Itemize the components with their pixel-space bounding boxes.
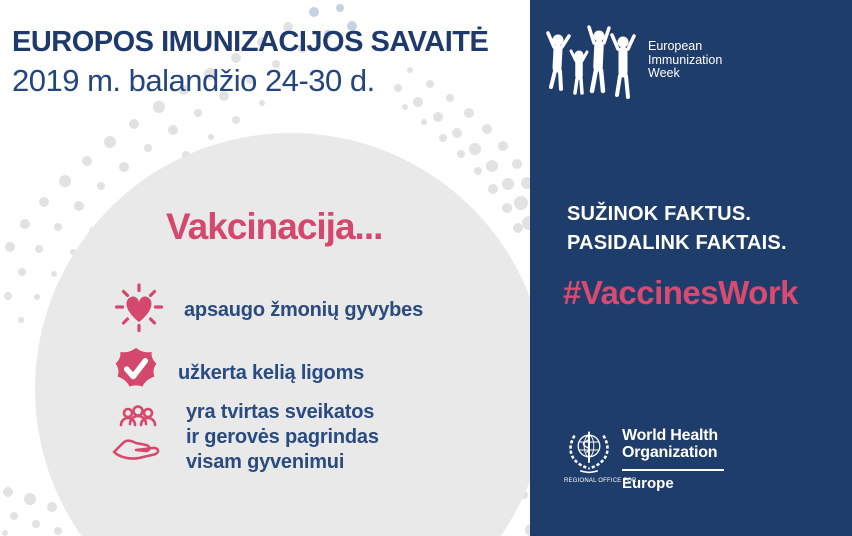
page-title: EUROPOS IMUNIZACIJOS SAVAITĖ — [12, 26, 489, 58]
shield-check-icon — [112, 346, 160, 401]
tagline — [567, 200, 787, 258]
eiw-logo-line: European — [648, 39, 703, 53]
circle-heading: Vakcinacija... — [166, 206, 383, 247]
hashtag-vaccineswork: #VaccinesWork — [563, 274, 799, 311]
who-name-line: Organization — [622, 443, 718, 461]
who-emblem-icon — [564, 426, 614, 474]
jumping-people-icon — [546, 24, 638, 104]
heart-burst-icon — [112, 281, 166, 340]
benefit-line: visam gyvenimui — [186, 451, 345, 473]
benefit-item-foundation — [108, 400, 379, 475]
eiw-logo-line: Week — [648, 66, 680, 80]
benefit-text — [178, 361, 364, 386]
benefit-line: užkerta kelią ligoms — [178, 362, 365, 384]
who-region: Europe — [622, 475, 674, 492]
eiw-logo — [546, 24, 722, 104]
tagline-line: PASIDALINK FAKTAIS. — [567, 232, 787, 254]
benefit-line: apsaugo žmonių gyvybes — [184, 299, 423, 321]
tagline-line: SUŽINOK FAKTUS. — [567, 203, 752, 225]
who-name — [622, 426, 724, 465]
who-logo — [564, 426, 724, 492]
date-subtitle: 2019 m. balandžio 24-30 d. — [12, 63, 375, 98]
benefit-text — [184, 298, 423, 323]
hand-people-icon — [108, 404, 168, 471]
benefit-item-prevents-disease — [112, 346, 364, 401]
benefit-line: yra tvirtas sveikatos — [186, 401, 375, 423]
who-divider — [622, 469, 724, 471]
eiw-logo-line: Immunization — [648, 52, 723, 67]
who-office-label: REGIONAL OFFICE FOR — [564, 478, 637, 484]
right-panel — [530, 0, 852, 536]
header — [12, 26, 488, 99]
benefit-line: ir gerovės pagrindas — [186, 426, 379, 448]
who-name-line: World Health — [622, 427, 718, 444]
eiw-logo-text — [648, 40, 722, 104]
benefit-item-protects-lives — [112, 281, 423, 340]
benefit-text — [186, 400, 379, 475]
